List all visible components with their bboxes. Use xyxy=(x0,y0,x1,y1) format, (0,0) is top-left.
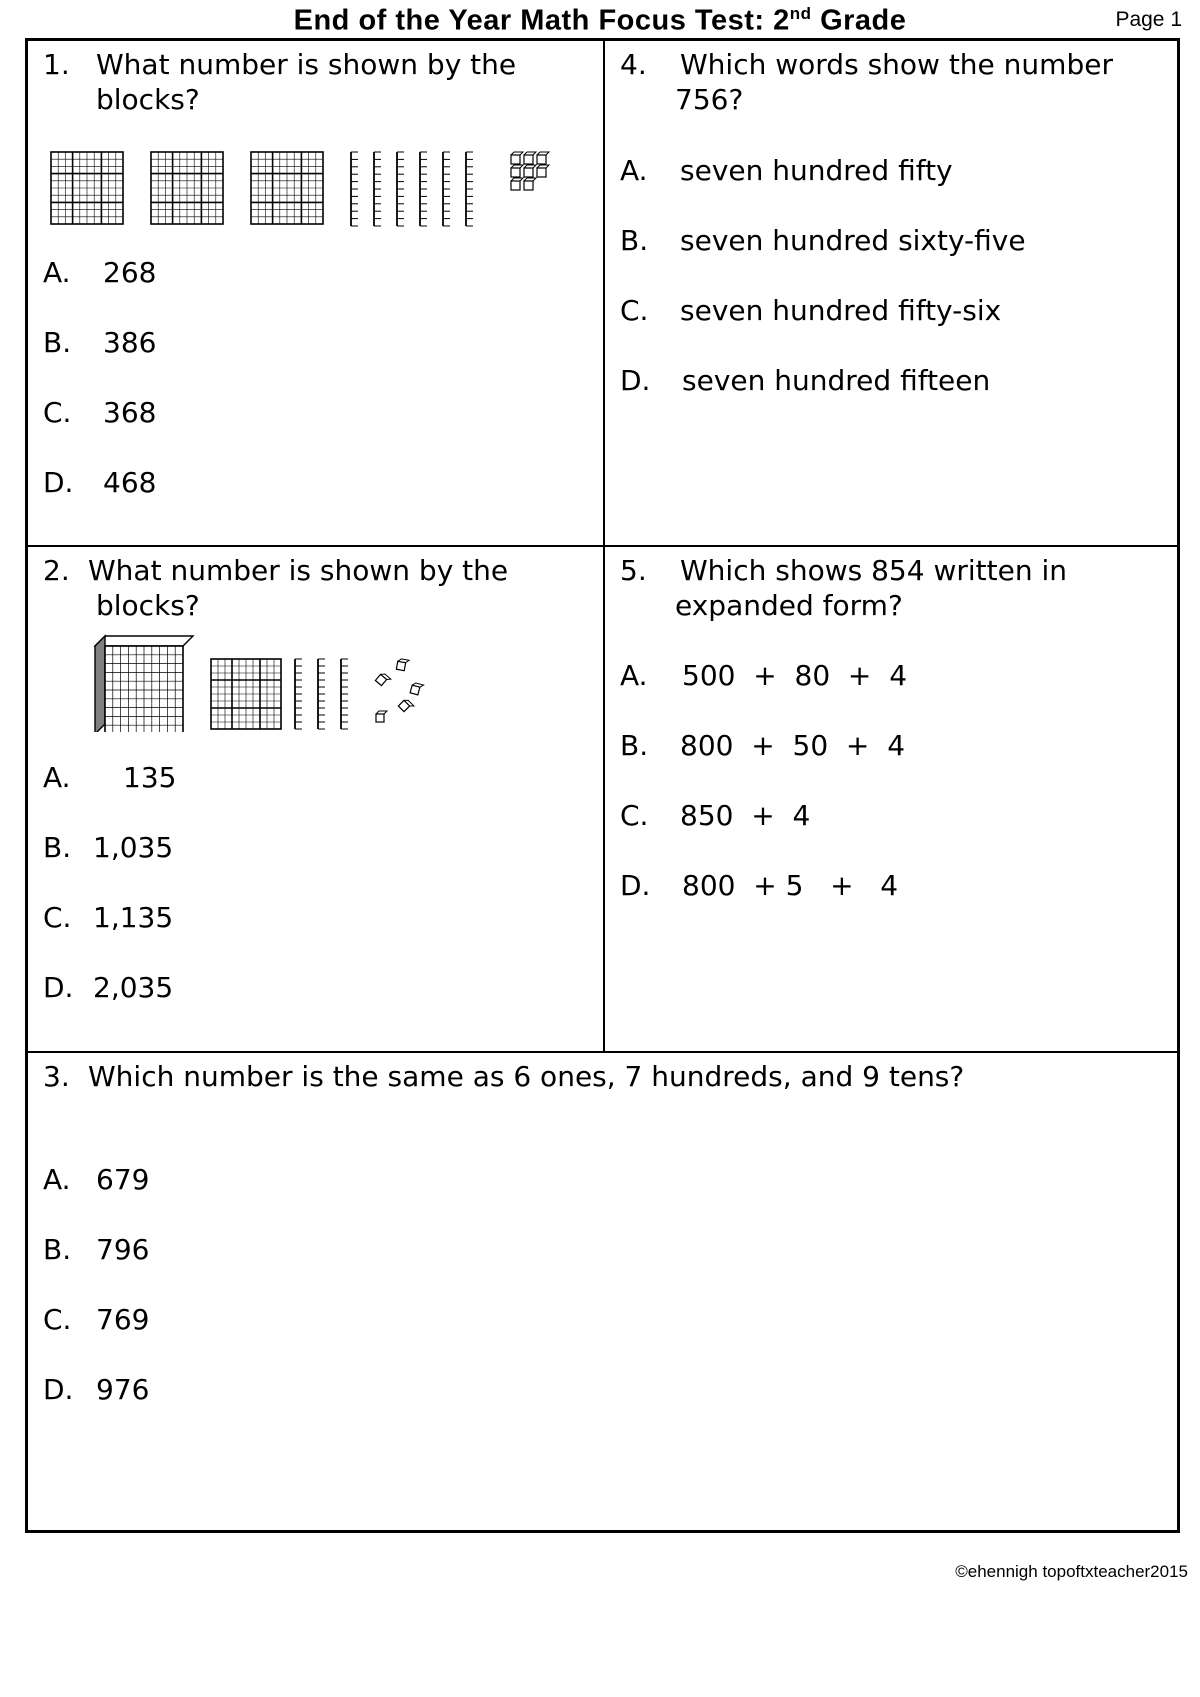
option-value: 386 xyxy=(103,326,157,359)
option-value: 769 xyxy=(96,1303,150,1336)
ones-cube xyxy=(511,178,523,190)
ones-cube xyxy=(398,698,414,714)
ones-cube xyxy=(524,165,536,177)
ones-cube xyxy=(524,178,536,190)
tens-rod xyxy=(397,152,404,226)
option-value: seven hundred sixty-five xyxy=(680,224,1026,257)
option-value: 135 xyxy=(123,761,177,794)
ones-cube xyxy=(410,682,423,695)
option-letter: C. xyxy=(620,294,649,327)
tens-rod xyxy=(351,152,358,226)
option-letter: C. xyxy=(43,396,72,429)
base-ten-blocks-figure xyxy=(93,634,493,732)
question-text-line1: Which words show the number xyxy=(680,48,1113,81)
page-title xyxy=(0,4,1200,38)
title-superscript: nd xyxy=(789,4,812,23)
option-letter: B. xyxy=(43,831,72,864)
option-letter: A. xyxy=(620,154,648,187)
question-text-line2: blocks? xyxy=(96,589,200,622)
tens-rod xyxy=(443,152,450,226)
option-letter: C. xyxy=(43,1303,72,1336)
ones-cube xyxy=(396,658,409,671)
question-text-line1: What number is shown by the xyxy=(88,554,509,587)
option-value: 1,035 xyxy=(93,831,174,864)
question-text-line2: expanded form? xyxy=(675,589,903,622)
row-divider-2 xyxy=(28,1051,1177,1053)
option-value: 500 + 80 + 4 xyxy=(682,659,908,692)
option-value: 800 + 5 + 4 xyxy=(682,869,899,902)
option-letter: D. xyxy=(43,466,74,499)
question-text-line1: Which number is the same as 6 ones, 7 hundreds, and 9 tens? xyxy=(88,1060,965,1093)
question-number: 1. xyxy=(43,48,70,81)
option-value: 679 xyxy=(96,1163,150,1196)
option-value: 2,035 xyxy=(93,971,174,1004)
tens-rod xyxy=(318,659,325,729)
ones-cube xyxy=(537,165,549,177)
page-number: Page 1 xyxy=(1115,8,1182,31)
option-value: 468 xyxy=(103,466,157,499)
question-text-line2: blocks? xyxy=(96,83,200,116)
title-end-text: Grade xyxy=(811,4,907,37)
option-letter: C. xyxy=(620,799,649,832)
option-letter: A. xyxy=(620,659,648,692)
tens-rod xyxy=(295,659,302,729)
ones-cube xyxy=(537,152,549,164)
question-text-line1: Which shows 854 written in xyxy=(680,554,1067,587)
option-letter: D. xyxy=(620,869,651,902)
question-number: 5. xyxy=(620,554,647,587)
option-letter: C. xyxy=(43,901,72,934)
copyright-footer: ©ehennigh topoftxteacher2015 xyxy=(955,1562,1188,1581)
ones-cube xyxy=(511,152,523,164)
option-letter: D. xyxy=(43,1373,74,1406)
tens-rod xyxy=(420,152,427,226)
option-letter: D. xyxy=(43,971,74,1004)
ones-cube xyxy=(376,711,387,722)
option-letter: B. xyxy=(43,1233,72,1266)
option-value: 976 xyxy=(96,1373,150,1406)
question-text-line1: What number is shown by the xyxy=(96,48,517,81)
option-value: 368 xyxy=(103,396,157,429)
question-number: 2. xyxy=(43,554,70,587)
title-text: End of the Year Math Focus Test: 2 xyxy=(293,4,790,37)
tens-rod xyxy=(341,659,348,729)
ones-cube xyxy=(511,165,523,177)
tens-rod xyxy=(374,152,381,226)
option-value: seven hundred fifty-six xyxy=(680,294,1002,327)
option-value: 800 + 50 + 4 xyxy=(680,729,906,762)
option-letter: A. xyxy=(43,256,71,289)
ones-cube xyxy=(375,672,390,687)
option-letter: A. xyxy=(43,1163,71,1196)
option-letter: B. xyxy=(43,326,72,359)
row-divider-1 xyxy=(28,545,1177,547)
question-number: 4. xyxy=(620,48,647,81)
option-value: seven hundred fifteen xyxy=(682,364,991,397)
base-ten-blocks-figure xyxy=(48,149,578,231)
hundreds-flat xyxy=(251,152,323,224)
thousands-cube xyxy=(95,636,193,732)
ones-cube xyxy=(524,152,536,164)
option-letter: A. xyxy=(43,761,71,794)
hundreds-flat xyxy=(51,152,123,224)
question-text-line2: 756? xyxy=(675,83,744,116)
hundreds-flat xyxy=(211,659,281,729)
option-value: 850 + 4 xyxy=(680,799,811,832)
question-number: 3. xyxy=(43,1060,70,1093)
option-value: 796 xyxy=(96,1233,150,1266)
hundreds-flat xyxy=(151,152,223,224)
option-letter: B. xyxy=(620,729,649,762)
option-value: 1,135 xyxy=(93,901,174,934)
option-value: seven hundred fifty xyxy=(680,154,953,187)
test-grid xyxy=(25,38,1180,1533)
option-letter: D. xyxy=(620,364,651,397)
option-letter: B. xyxy=(620,224,649,257)
tens-rod xyxy=(466,152,473,226)
option-value: 268 xyxy=(103,256,157,289)
column-divider xyxy=(603,41,605,1053)
